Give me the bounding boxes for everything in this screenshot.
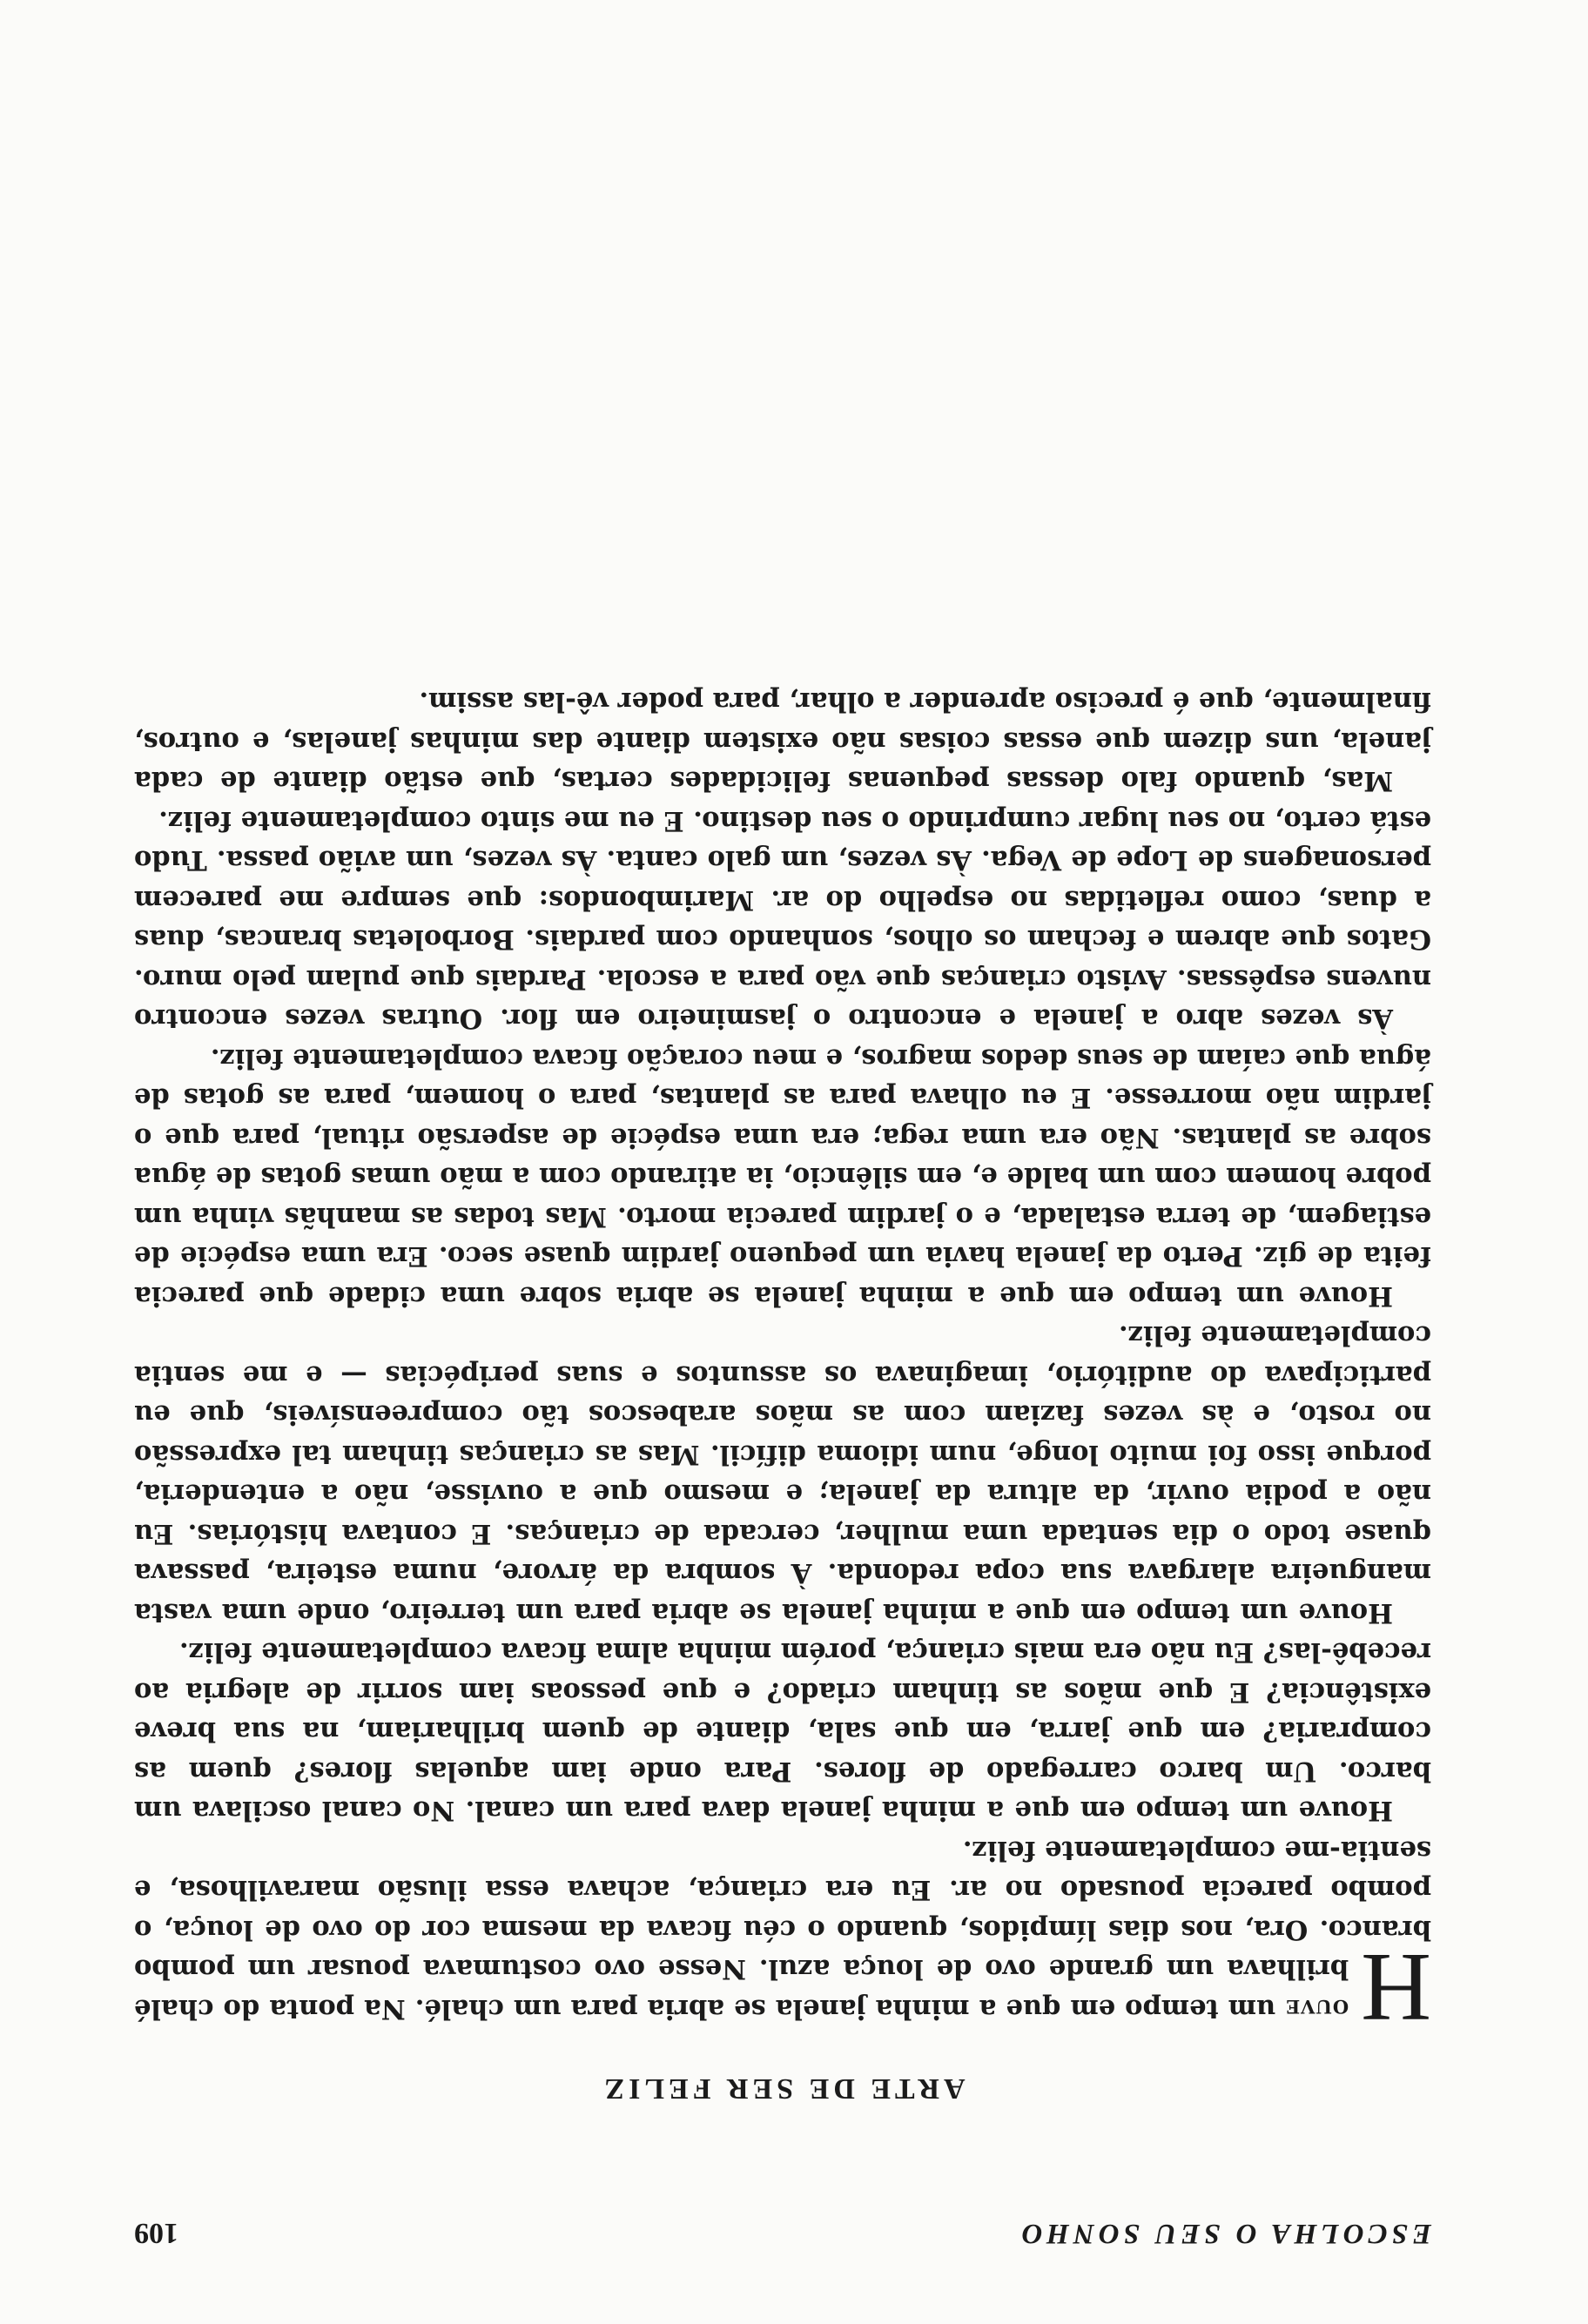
chapter-title: ARTE DE SER FELIZ [600, 2072, 966, 2105]
paragraph-2: Houve um tempo em que a minha janela dava para um canal. No canal oscilava um barco. Um barco carregado de flores. Para onde iam aquelas flores? quem as compraria? em que jarra, em que sala, diante de quem brilhariam, na sua breve existência? E que mãos as tinham criado? e que pessoas iam sorrir de alegria ao recebê-las? Eu não era mais criança, porém minha alma ficava completamente feliz. [134, 1636, 1431, 1827]
body-text [134, 682, 1431, 2041]
paragraph-3: Houve um tempo em que a minha janela se abria para um terreiro, onde uma vasta mangueira alargava sua copa redonda. À sombra da árvore, numa esteira, passava quase todo o dia sentada uma mulher, cercada de crianças. E contava histórias. Eu não a podia ouvir, da altura da janela; e mesmo que a ouvisse, não a entenderia, porque isso foi muito longe, num idioma difícil. Mas as crianças tinham tal expressão no rosto, e às vezes faziam com as mãos arabescos tão compreensíveis, que eu participava do auditório, imaginava os assuntos e suas peripécias — e me sentia completamente feliz. [134, 1320, 1431, 1629]
running-title: ESCOLHA O SEU SONHO [1017, 2218, 1431, 2249]
paragraph-4: Houve um tempo em que a minha janela se abria sobre uma cidade que parecia feita de giz. Perto da janela havia um pequeno jardim quase seco. Era uma espécie de estiagem, de terra estalada, e o jardim parecia morto. Mas todas as manhãs vinha um pobre homem com um balde e, em silêncio, ia atirando com a mão umas gotas de água sobre as plantas. Não era uma rega; era uma espécie de aspersão ritual, para que o jardim não morresse. E eu olhava para as plantas, para o homem, para as gotas de água que caíam de seus dedos magros, e meu coração ficava completamente feliz. [134, 1043, 1431, 1312]
first-word: ouve [1285, 1993, 1349, 2025]
paragraph-5: Às vezes abro a janela e encontro o jasmineiro em flor. Outras vezes encontro nuvens espêssas. Avisto crianças que vão para a escola. Pardais que pulam pelo muro. Gatos que abrem e fecham os olhos, sonhando com pardais. Borboletas brancas, duas a duas, como refletidas no espelho do ar. Marimbondos: que sempre me parecem personagens de Lope de Vega. Às vezes, um galo canta. Às vezes, um avião passa. Tudo está certo, no seu lugar cumprindo o seu destino. E eu me sinto completamente feliz. [134, 805, 1431, 1035]
paragraph-1-text: um tempo em que a minha janela se abria para um chalé. Na ponta do chalé brilhava um grande ovo de louça azul. Nesse ovo costumava pousar um pombo branco. Ora, nos dias límpidos, quando o céu ficava da mesma cor do ovo de louça, o pombo parecia pousado no ar. Eu era criança, achava essa ilusão maravilhosa, e sentia-me completamente feliz. [134, 1835, 1431, 2025]
page-number: 109 [134, 2217, 178, 2249]
page-header [134, 2206, 1431, 2249]
paragraph-6: Mas, quando falo dessas pequenas felicidades certas, que estão diante de cada janela, uns dizem que essas coisas não existem diante das minhas janelas, e outros, finalmente, que é preciso aprender a olhar, para poder vê-las assim. [134, 686, 1431, 797]
drop-cap: H [1361, 1933, 1431, 2041]
paragraph-1 [134, 1830, 1431, 2041]
